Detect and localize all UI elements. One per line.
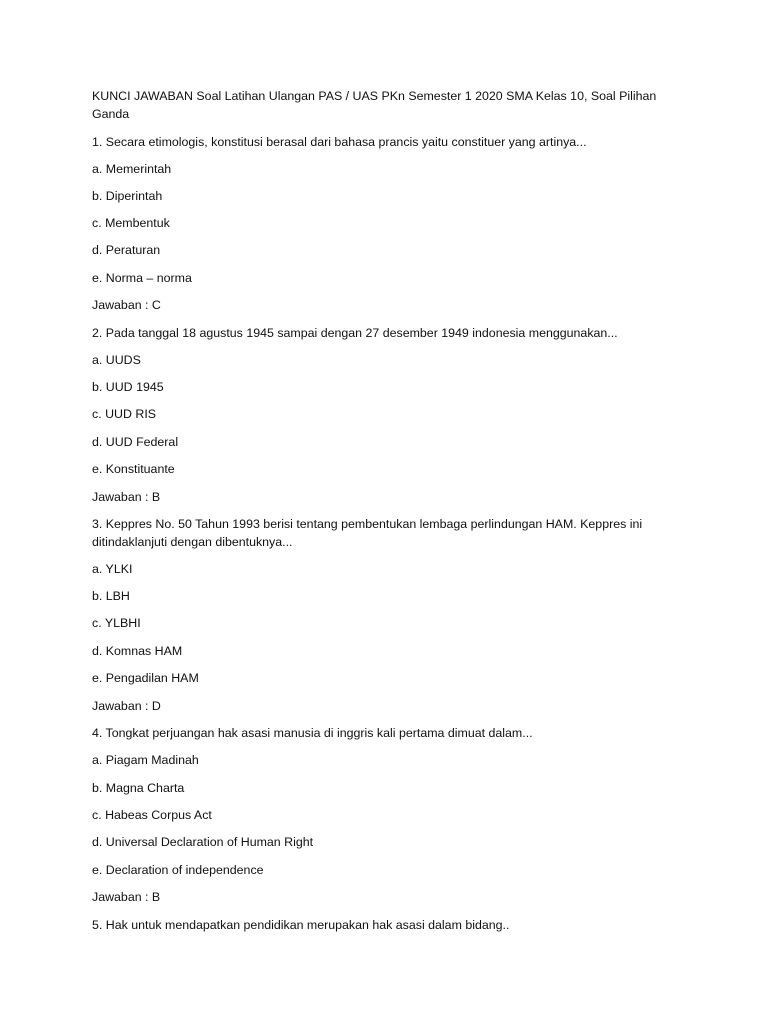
answer-option: c. UUD RIS bbox=[92, 407, 157, 421]
question-text: 2. Pada tanggal 18 agustus 1945 sampai dengan 27 desember 1949 indonesia menggunakan... bbox=[92, 326, 618, 340]
answer-option: c. YLBHI bbox=[92, 616, 141, 630]
answer-option: b. Magna Charta bbox=[92, 781, 185, 795]
document-title: KUNCI JAWABAN Soal Latihan Ulangan PAS / UAS PKn Semester 1 2020 SMA Kelas 10, Soal Pilihan Ganda bbox=[92, 89, 657, 121]
question-text: 4. Tongkat perjuangan hak asasi manusia di inggris kali pertama dimuat dalam... bbox=[92, 726, 533, 740]
answer-option: b. Diperintah bbox=[92, 189, 163, 203]
answer-option: a. Piagam Madinah bbox=[92, 753, 199, 767]
answer-option: e. Konstituante bbox=[92, 462, 175, 476]
answer-key: Jawaban : D bbox=[92, 699, 161, 713]
answer-key: Jawaban : C bbox=[92, 298, 161, 312]
answer-option: c. Membentuk bbox=[92, 216, 170, 230]
answer-option: d. Komnas HAM bbox=[92, 644, 183, 658]
question-text: 1. Secara etimologis, konstitusi berasal dari bahasa prancis yaitu constituer yang artinya... bbox=[92, 135, 587, 149]
answer-option: d. Universal Declaration of Human Right bbox=[92, 835, 314, 849]
answer-key: Jawaban : B bbox=[92, 890, 161, 904]
answer-option: e. Norma – norma bbox=[92, 271, 192, 285]
answer-option: c. Habeas Corpus Act bbox=[92, 808, 212, 822]
answer-option: d. UUD Federal bbox=[92, 435, 179, 449]
answer-option: a. UUDS bbox=[92, 353, 141, 367]
answer-option: b. UUD 1945 bbox=[92, 380, 164, 394]
answer-option: a. YLKI bbox=[92, 562, 133, 576]
answer-option: d. Peraturan bbox=[92, 243, 161, 257]
question-text: 3. Keppres No. 50 Tahun 1993 berisi tentang pembentukan lembaga perlindungan HAM. Keppres ini ditindaklanjuti dengan dibentuknya... bbox=[92, 517, 643, 549]
answer-option: e. Pengadilan HAM bbox=[92, 671, 199, 685]
answer-option: a. Memerintah bbox=[92, 162, 172, 176]
answer-key: Jawaban : B bbox=[92, 490, 161, 504]
answer-option: e. Declaration of independence bbox=[92, 863, 264, 877]
question-text: 5. Hak untuk mendapatkan pendidikan merupakan hak asasi dalam bidang.. bbox=[92, 918, 510, 932]
answer-option: b. LBH bbox=[92, 589, 130, 603]
